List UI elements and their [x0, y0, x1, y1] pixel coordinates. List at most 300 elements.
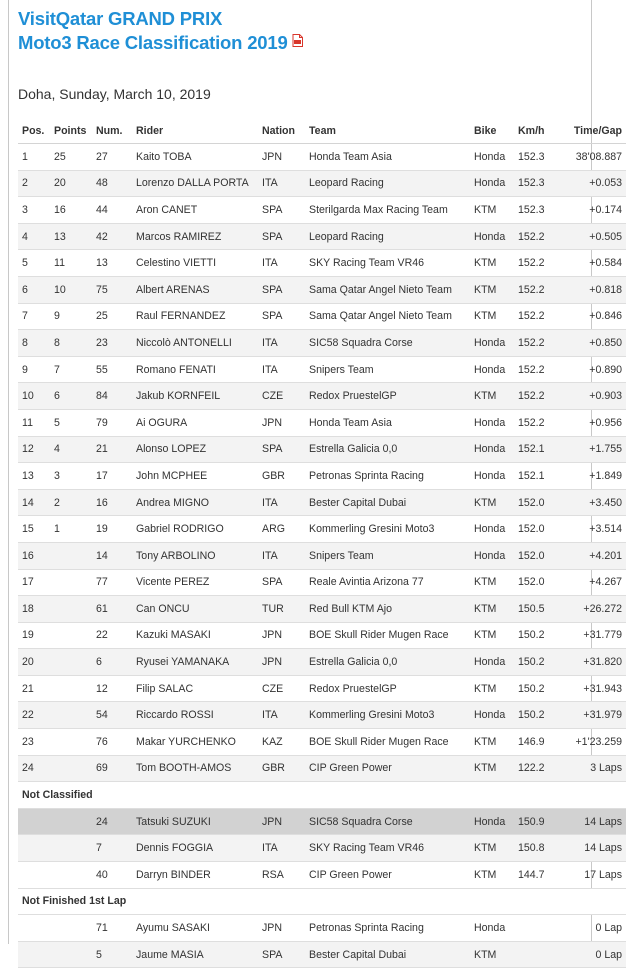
cell-pos: 4	[18, 223, 50, 250]
cell-points	[50, 808, 92, 835]
cell-kmh: 152.2	[514, 250, 552, 277]
cell-rider: Can ONCU	[132, 596, 258, 623]
cell-time: +31.943	[552, 675, 626, 702]
cell-time: +0.053	[552, 170, 626, 197]
cell-num: 24	[92, 808, 132, 835]
table-row	[18, 835, 626, 862]
cell-bike: KTM	[470, 941, 514, 968]
cell-bike: KTM	[470, 729, 514, 756]
cell-rider: Romano FENATI	[132, 356, 258, 383]
race-location-date: Doha, Sunday, March 10, 2019	[18, 86, 211, 102]
cell-nation: ITA	[258, 356, 305, 383]
cell-nation: ITA	[258, 542, 305, 569]
cell-team: Honda Team Asia	[305, 144, 470, 171]
cell-team: Kommerling Gresini Moto3	[305, 702, 470, 729]
table-row	[18, 516, 626, 543]
cell-team: Bester Capital Dubai	[305, 489, 470, 516]
cell-team: Sama Qatar Angel Nieto Team	[305, 303, 470, 330]
cell-points	[50, 622, 92, 649]
cell-time: +31.820	[552, 649, 626, 676]
cell-pos	[18, 915, 50, 942]
cell-rider: John MCPHEE	[132, 463, 258, 490]
cell-points: 6	[50, 383, 92, 410]
cell-points	[50, 596, 92, 623]
cell-team: Honda Team Asia	[305, 409, 470, 436]
cell-pos	[18, 808, 50, 835]
cell-rider: Andrea MIGNO	[132, 489, 258, 516]
cell-time: +0.903	[552, 383, 626, 410]
cell-kmh: 152.2	[514, 356, 552, 383]
cell-nation: JPN	[258, 409, 305, 436]
cell-points	[50, 702, 92, 729]
cell-kmh: 150.8	[514, 835, 552, 862]
col-kmh: Km/h	[514, 118, 552, 144]
cell-team: Snipers Team	[305, 356, 470, 383]
col-bike: Bike	[470, 118, 514, 144]
cell-points	[50, 941, 92, 968]
table-header-row	[18, 118, 626, 144]
cell-num: 13	[92, 250, 132, 277]
cell-points	[50, 835, 92, 862]
cell-pos: 20	[18, 649, 50, 676]
cell-points: 20	[50, 170, 92, 197]
table-row	[18, 941, 626, 968]
table-row	[18, 436, 626, 463]
cell-pos: 22	[18, 702, 50, 729]
cell-bike: KTM	[470, 569, 514, 596]
cell-nation: GBR	[258, 463, 305, 490]
cell-kmh: 152.2	[514, 383, 552, 410]
not-classified-section-label: Not Classified	[18, 782, 626, 809]
cell-time: 14 Laps	[552, 835, 626, 862]
cell-points	[50, 862, 92, 889]
table-row	[18, 915, 626, 942]
cell-time: +4.201	[552, 542, 626, 569]
cell-num: 5	[92, 941, 132, 968]
table-row	[18, 489, 626, 516]
cell-team: Leopard Racing	[305, 170, 470, 197]
table-row	[18, 250, 626, 277]
cell-num: 61	[92, 596, 132, 623]
cell-bike: KTM	[470, 197, 514, 224]
cell-rider: Ayumu SASAKI	[132, 915, 258, 942]
cell-time: 3 Laps	[552, 755, 626, 782]
cell-kmh: 150.2	[514, 649, 552, 676]
cell-points	[50, 569, 92, 596]
cell-kmh	[514, 915, 552, 942]
cell-rider: Jaume MASIA	[132, 941, 258, 968]
cell-rider: Albert ARENAS	[132, 276, 258, 303]
cell-team: Bester Capital Dubai	[305, 941, 470, 968]
cell-nation: JPN	[258, 915, 305, 942]
cell-kmh: 152.0	[514, 516, 552, 543]
page-title	[18, 8, 303, 54]
cell-bike: Honda	[470, 436, 514, 463]
cell-time: +26.272	[552, 596, 626, 623]
cell-bike: Honda	[470, 649, 514, 676]
cell-pos: 16	[18, 542, 50, 569]
cell-rider: Aron CANET	[132, 197, 258, 224]
cell-team: BOE Skull Rider Mugen Race	[305, 622, 470, 649]
cell-points	[50, 649, 92, 676]
cell-pos: 8	[18, 330, 50, 357]
col-points: Points	[50, 118, 92, 144]
cell-time: +0.850	[552, 330, 626, 357]
cell-kmh: 144.7	[514, 862, 552, 889]
cell-points	[50, 542, 92, 569]
cell-points: 10	[50, 276, 92, 303]
table-row	[18, 303, 626, 330]
cell-time: 0 Lap	[552, 941, 626, 968]
cell-bike: KTM	[470, 383, 514, 410]
cell-bike: Honda	[470, 915, 514, 942]
cell-nation: ITA	[258, 489, 305, 516]
cell-rider: Dennis FOGGIA	[132, 835, 258, 862]
cell-bike: KTM	[470, 489, 514, 516]
cell-kmh: 150.2	[514, 675, 552, 702]
cell-nation: RSA	[258, 862, 305, 889]
table-row	[18, 542, 626, 569]
cell-num: 22	[92, 622, 132, 649]
cell-time: +31.979	[552, 702, 626, 729]
cell-kmh: 152.0	[514, 542, 552, 569]
not-classified-section-row	[18, 782, 626, 809]
cell-pos: 1	[18, 144, 50, 171]
cell-points: 4	[50, 436, 92, 463]
table-row	[18, 276, 626, 303]
cell-team: Snipers Team	[305, 542, 470, 569]
col-nation: Nation	[258, 118, 305, 144]
cell-nation: SPA	[258, 303, 305, 330]
table-row	[18, 330, 626, 357]
cell-kmh: 152.0	[514, 569, 552, 596]
cell-rider: Kazuki MASAKI	[132, 622, 258, 649]
cell-pos	[18, 941, 50, 968]
cell-nation: ITA	[258, 250, 305, 277]
table-row	[18, 463, 626, 490]
pdf-icon[interactable]	[292, 30, 303, 43]
cell-kmh: 150.2	[514, 702, 552, 729]
cell-nation: ITA	[258, 702, 305, 729]
cell-team: Petronas Sprinta Racing	[305, 463, 470, 490]
cell-pos: 2	[18, 170, 50, 197]
cell-kmh: 152.1	[514, 463, 552, 490]
cell-bike: KTM	[470, 675, 514, 702]
cell-bike: KTM	[470, 755, 514, 782]
cell-nation: JPN	[258, 622, 305, 649]
cell-rider: Tatsuki SUZUKI	[132, 808, 258, 835]
table-row	[18, 702, 626, 729]
cell-time: +0.818	[552, 276, 626, 303]
cell-nation: JPN	[258, 144, 305, 171]
table-row	[18, 649, 626, 676]
cell-points: 7	[50, 356, 92, 383]
cell-num: 16	[92, 489, 132, 516]
cell-nation: SPA	[258, 569, 305, 596]
cell-kmh: 152.0	[514, 489, 552, 516]
cell-kmh: 150.9	[514, 808, 552, 835]
cell-rider: Tom BOOTH-AMOS	[132, 755, 258, 782]
cell-bike: Honda	[470, 356, 514, 383]
cell-num: 84	[92, 383, 132, 410]
cell-num: 76	[92, 729, 132, 756]
cell-pos	[18, 835, 50, 862]
cell-nation: ITA	[258, 835, 305, 862]
cell-rider: Tony ARBOLINO	[132, 542, 258, 569]
cell-time: +4.267	[552, 569, 626, 596]
cell-pos: 9	[18, 356, 50, 383]
title-line-1: VisitQatar GRAND PRIX	[18, 8, 223, 29]
cell-rider: Riccardo ROSSI	[132, 702, 258, 729]
cell-time: +3.450	[552, 489, 626, 516]
table-row	[18, 223, 626, 250]
table-row	[18, 622, 626, 649]
cell-bike: Honda	[470, 463, 514, 490]
cell-time: +0.846	[552, 303, 626, 330]
cell-team: Red Bull KTM Ajo	[305, 596, 470, 623]
cell-bike: Honda	[470, 330, 514, 357]
cell-points	[50, 755, 92, 782]
cell-num: 12	[92, 675, 132, 702]
cell-points: 2	[50, 489, 92, 516]
cell-time: 14 Laps	[552, 808, 626, 835]
cell-pos: 11	[18, 409, 50, 436]
cell-nation: SPA	[258, 436, 305, 463]
cell-rider: Makar YURCHENKO	[132, 729, 258, 756]
cell-nation: GBR	[258, 755, 305, 782]
cell-team: Sama Qatar Angel Nieto Team	[305, 276, 470, 303]
cell-time: +0.890	[552, 356, 626, 383]
cell-time: 0 Lap	[552, 915, 626, 942]
cell-kmh: 152.2	[514, 330, 552, 357]
cell-bike: Honda	[470, 223, 514, 250]
cell-pos: 7	[18, 303, 50, 330]
table-row	[18, 729, 626, 756]
cell-kmh: 152.2	[514, 409, 552, 436]
cell-num: 17	[92, 463, 132, 490]
cell-num: 55	[92, 356, 132, 383]
cell-num: 25	[92, 303, 132, 330]
cell-bike: Honda	[470, 409, 514, 436]
cell-bike: KTM	[470, 622, 514, 649]
table-row	[18, 356, 626, 383]
cell-num: 7	[92, 835, 132, 862]
cell-bike: KTM	[470, 835, 514, 862]
cell-num: 54	[92, 702, 132, 729]
cell-nation: ITA	[258, 330, 305, 357]
cell-nation: ARG	[258, 516, 305, 543]
cell-pos: 18	[18, 596, 50, 623]
cell-team: BOE Skull Rider Mugen Race	[305, 729, 470, 756]
cell-nation: JPN	[258, 649, 305, 676]
cell-team: Petronas Sprinta Racing	[305, 915, 470, 942]
cell-team: SKY Racing Team VR46	[305, 835, 470, 862]
cell-team: Redox PruestelGP	[305, 383, 470, 410]
table-row	[18, 675, 626, 702]
cell-num: 21	[92, 436, 132, 463]
cell-kmh: 152.2	[514, 303, 552, 330]
cell-rider: Lorenzo DALLA PORTA	[132, 170, 258, 197]
col-team: Team	[305, 118, 470, 144]
cell-pos	[18, 862, 50, 889]
cell-points: 11	[50, 250, 92, 277]
table-row	[18, 383, 626, 410]
cell-bike: Honda	[470, 702, 514, 729]
cell-bike: KTM	[470, 276, 514, 303]
table-row	[18, 197, 626, 224]
cell-kmh: 152.3	[514, 144, 552, 171]
cell-kmh: 152.1	[514, 436, 552, 463]
cell-num: 14	[92, 542, 132, 569]
cell-bike: KTM	[470, 596, 514, 623]
cell-team: Kommerling Gresini Moto3	[305, 516, 470, 543]
cell-kmh: 150.5	[514, 596, 552, 623]
cell-points: 9	[50, 303, 92, 330]
cell-kmh: 152.2	[514, 223, 552, 250]
cell-kmh: 152.3	[514, 170, 552, 197]
cell-rider: Celestino VIETTI	[132, 250, 258, 277]
cell-kmh: 152.2	[514, 276, 552, 303]
cell-pos: 10	[18, 383, 50, 410]
results-table	[18, 118, 626, 968]
results-body	[18, 144, 626, 968]
table-row	[18, 409, 626, 436]
cell-bike: Honda	[470, 808, 514, 835]
cell-pos: 3	[18, 197, 50, 224]
cell-num: 77	[92, 569, 132, 596]
cell-pos: 19	[18, 622, 50, 649]
table-row	[18, 170, 626, 197]
cell-pos: 12	[18, 436, 50, 463]
cell-rider: Raul FERNANDEZ	[132, 303, 258, 330]
table-row	[18, 596, 626, 623]
cell-num: 79	[92, 409, 132, 436]
cell-team: Sterilgarda Max Racing Team	[305, 197, 470, 224]
cell-nation: TUR	[258, 596, 305, 623]
cell-time: +0.956	[552, 409, 626, 436]
cell-rider: Jakub KORNFEIL	[132, 383, 258, 410]
cell-nation: KAZ	[258, 729, 305, 756]
cell-rider: Ryusei YAMANAKA	[132, 649, 258, 676]
cell-time: 38'08.887	[552, 144, 626, 171]
cell-bike: KTM	[470, 303, 514, 330]
cell-bike: KTM	[470, 250, 514, 277]
col-rider: Rider	[132, 118, 258, 144]
cell-time: +1.849	[552, 463, 626, 490]
cell-team: Leopard Racing	[305, 223, 470, 250]
cell-num: 75	[92, 276, 132, 303]
cell-time: +1.755	[552, 436, 626, 463]
not-finished-section-label: Not Finished 1st Lap	[18, 888, 626, 915]
cell-team: CIP Green Power	[305, 862, 470, 889]
cell-team: SKY Racing Team VR46	[305, 250, 470, 277]
cell-kmh: 146.9	[514, 729, 552, 756]
cell-bike: Honda	[470, 170, 514, 197]
cell-nation: SPA	[258, 941, 305, 968]
col-time-gap: Time/Gap	[552, 118, 626, 144]
cell-time: +0.584	[552, 250, 626, 277]
cell-num: 69	[92, 755, 132, 782]
cell-num: 23	[92, 330, 132, 357]
cell-pos: 14	[18, 489, 50, 516]
cell-pos: 23	[18, 729, 50, 756]
title-line-2-text: Moto3 Race Classification 2019	[18, 32, 288, 53]
cell-rider: Kaito TOBA	[132, 144, 258, 171]
cell-num: 71	[92, 915, 132, 942]
cell-kmh	[514, 941, 552, 968]
cell-team: Reale Avintia Arizona 77	[305, 569, 470, 596]
cell-nation: SPA	[258, 197, 305, 224]
cell-num: 44	[92, 197, 132, 224]
cell-time: +31.779	[552, 622, 626, 649]
cell-nation: ITA	[258, 170, 305, 197]
cell-pos: 15	[18, 516, 50, 543]
cell-rider: Vicente PEREZ	[132, 569, 258, 596]
cell-team: CIP Green Power	[305, 755, 470, 782]
cell-rider: Marcos RAMIREZ	[132, 223, 258, 250]
col-pos: Pos.	[18, 118, 50, 144]
cell-num: 6	[92, 649, 132, 676]
cell-num: 19	[92, 516, 132, 543]
cell-points: 5	[50, 409, 92, 436]
cell-points: 1	[50, 516, 92, 543]
cell-num: 42	[92, 223, 132, 250]
cell-num: 27	[92, 144, 132, 171]
cell-bike: Honda	[470, 144, 514, 171]
cell-points: 25	[50, 144, 92, 171]
not-finished-section-row	[18, 888, 626, 915]
cell-time: +3.514	[552, 516, 626, 543]
cell-points: 16	[50, 197, 92, 224]
table-row	[18, 569, 626, 596]
cell-points	[50, 675, 92, 702]
cell-team: Redox PruestelGP	[305, 675, 470, 702]
cell-time: +1'23.259	[552, 729, 626, 756]
cell-bike: Honda	[470, 516, 514, 543]
table-row	[18, 862, 626, 889]
cell-pos: 21	[18, 675, 50, 702]
cell-time: 17 Laps	[552, 862, 626, 889]
cell-pos: 5	[18, 250, 50, 277]
cell-points: 13	[50, 223, 92, 250]
cell-kmh: 152.3	[514, 197, 552, 224]
cell-rider: Ai OGURA	[132, 409, 258, 436]
cell-nation: SPA	[258, 276, 305, 303]
cell-num: 40	[92, 862, 132, 889]
cell-nation: CZE	[258, 383, 305, 410]
cell-pos: 6	[18, 276, 50, 303]
table-row	[18, 808, 626, 835]
cell-points: 3	[50, 463, 92, 490]
cell-team: SIC58 Squadra Corse	[305, 808, 470, 835]
cell-pos: 13	[18, 463, 50, 490]
table-row	[18, 755, 626, 782]
cell-time: +0.505	[552, 223, 626, 250]
cell-team: Estrella Galicia 0,0	[305, 436, 470, 463]
cell-rider: Gabriel RODRIGO	[132, 516, 258, 543]
cell-points	[50, 729, 92, 756]
cell-rider: Darryn BINDER	[132, 862, 258, 889]
cell-rider: Niccolò ANTONELLI	[132, 330, 258, 357]
col-num: Num.	[92, 118, 132, 144]
cell-time: +0.174	[552, 197, 626, 224]
cell-kmh: 150.2	[514, 622, 552, 649]
title-line-2	[18, 30, 303, 54]
cell-kmh: 122.2	[514, 755, 552, 782]
cell-pos: 17	[18, 569, 50, 596]
cell-rider: Filip SALAC	[132, 675, 258, 702]
cell-nation: CZE	[258, 675, 305, 702]
